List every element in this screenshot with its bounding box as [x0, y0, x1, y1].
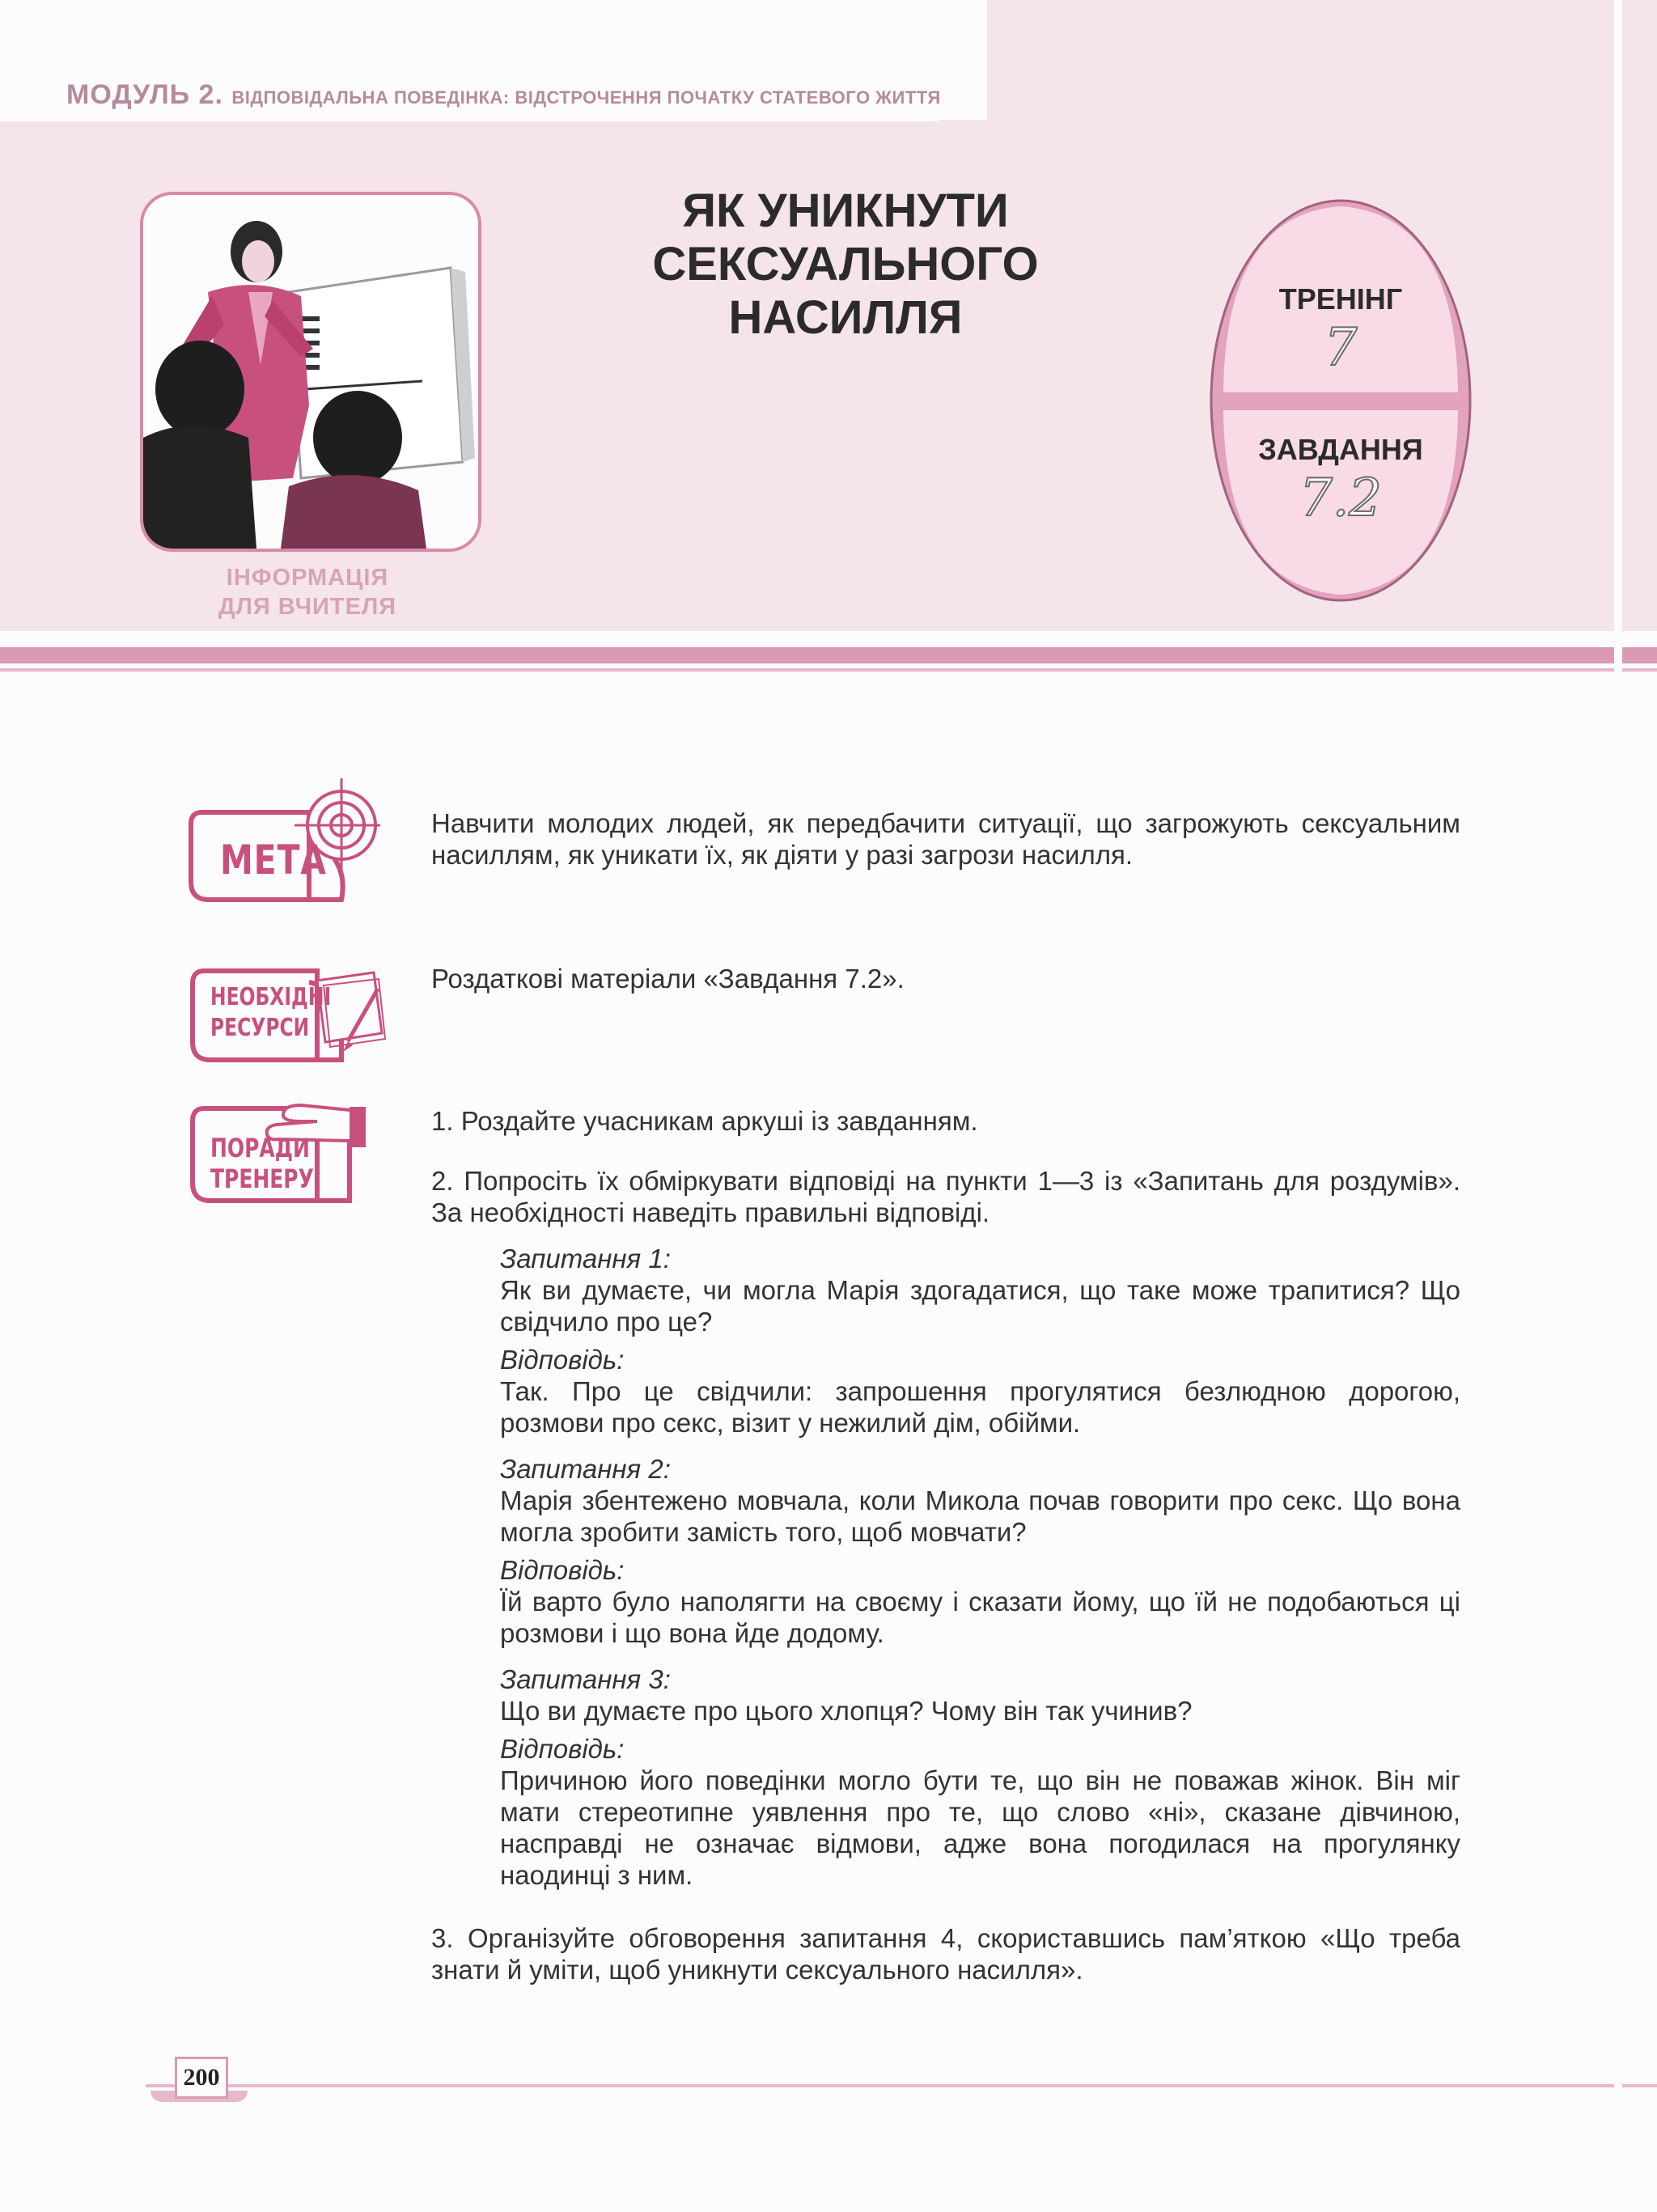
answer-text: Так. Про це свідчили: запрошення прогулятися безлюдною дорогою, розмови про секс, візит у нежилий дім, обійми. [500, 1376, 1460, 1438]
goal-text: Навчити молодих людей, як передбачити ситуації, що загрожують сексуальним насиллям, як уникати їх, як діяти у разі загрози насилля. [431, 808, 1460, 870]
answer-label: Відповідь: [500, 1345, 625, 1375]
qa-item-3 [500, 1663, 1460, 1891]
goal-label: МЕТА [220, 837, 327, 884]
right-edge-divider [1615, 0, 1622, 2212]
question-label: Запитання 1: [500, 1244, 671, 1273]
question-text: Що ви думаєте про цього хлопця? Чому він так учинив? [500, 1696, 1193, 1726]
step-3: 3. Організуйте обговорення запитання 4, скориставшись пам’яткою «Що треба знати й уміти, щоб уникнути сексуального насилля». [431, 1923, 1460, 1985]
page-title: ЯК УНИКНУТИ СЕКСУАЛЬНОГО НАСИЛЛЯ [652, 184, 1039, 344]
qa-item-1 [500, 1243, 1460, 1439]
question-text: Марія збентежено мовчала, коли Микола почав говорити про секс. Що вона могла зробити замість того, щоб мовчати? [500, 1485, 1460, 1547]
right-edge-strip [1622, 0, 1657, 631]
badge-oval-icon [1209, 198, 1473, 603]
footer-rule-right [1622, 2084, 1657, 2087]
answer-text: Їй варто було наполягти на своєму і сказати йому, що їй не подобаються ці розмови і що вона йде додому. [500, 1587, 1460, 1648]
training-label: ТРЕНІНГ [1278, 282, 1403, 316]
task-label: ЗАВДАННЯ [1258, 433, 1423, 466]
step-1: 1. Роздайте учасникам аркуші із завданням. [431, 1106, 978, 1136]
tips-label: ПОРАДИ ТРЕНЕРУ [210, 1133, 314, 1194]
goal-icon [188, 778, 382, 916]
teacher-info-label: ІНФОРМАЦІЯ ДЛЯ ВЧИТЕЛЯ [218, 565, 397, 620]
qa-item-2 [500, 1453, 1460, 1649]
footer-rule [146, 2084, 1614, 2087]
header-separator [0, 647, 1614, 663]
answer-label: Відповідь: [500, 1555, 625, 1585]
resources-text: Роздаткові матеріали «Завдання 7.2». [431, 964, 905, 994]
module-heading [66, 79, 941, 111]
header-separator-thin-right [1622, 668, 1657, 672]
module-subtitle: ВІДПОВІДАЛЬНА ПОВЕДІНКА: ВІДСТРОЧЕННЯ ПОЧАТКУ СТАТЕВОГО ЖИТТЯ [231, 87, 941, 108]
module-label: МОДУЛЬ 2. [66, 79, 223, 110]
header-band-top [987, 0, 1614, 121]
task-number: 7.2 [1299, 468, 1382, 528]
teacher-illustration [140, 192, 481, 552]
step-2: 2. Попросіть їх обміркувати відповіді на пункти 1—3 із «Запитань для роздумів». За необхідності наведіть правильні відповіді. [431, 1166, 1460, 1227]
training-badge [1209, 198, 1473, 603]
header-separator-thin [0, 668, 1614, 672]
page-number: 200 [175, 2057, 228, 2099]
resources-label: НЕОБХІДНІ РЕСУРСИ [210, 983, 332, 1042]
answer-text: Причиною його поведінки могло бути те, що він не поважав жінок. Він міг мати стереотипне уявлення про те, що слово «ні», сказане дівчиною, насправді не означає відмови, адже вона погодилася на прогулянку наодинці з ним. [500, 1765, 1460, 1890]
question-label: Запитання 3: [500, 1664, 671, 1694]
header-separator-right [1622, 647, 1657, 663]
question-label: Запитання 2: [500, 1454, 671, 1484]
question-text: Як ви думаєте, чи могла Марія здогадатися, що таке може трапитися? Що свідчило про це? [500, 1275, 1460, 1337]
resources-icon [188, 964, 390, 1070]
tips-icon [188, 1100, 390, 1206]
training-number: 7 [1324, 318, 1358, 378]
qa-list [500, 1243, 1460, 1891]
answer-label: Відповідь: [500, 1734, 625, 1764]
presentation-scene-icon [143, 195, 478, 549]
